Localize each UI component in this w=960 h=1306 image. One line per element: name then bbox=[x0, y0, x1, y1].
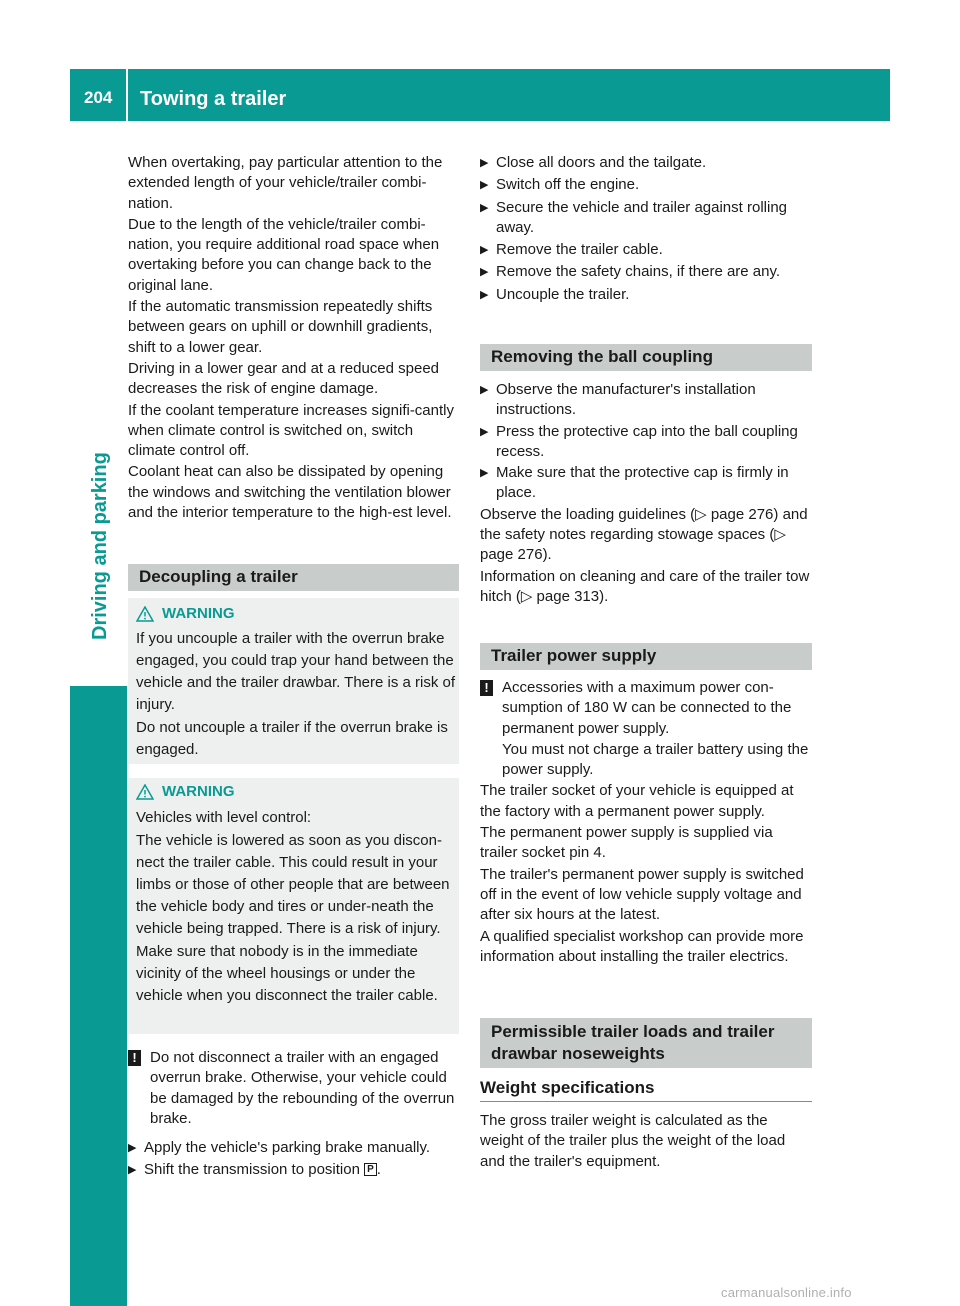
list-item bbox=[128, 1160, 459, 1180]
bullet-arrow-icon: ▶ bbox=[480, 384, 489, 396]
bullet-arrow-icon: ▶ bbox=[480, 266, 489, 279]
warning-box bbox=[128, 598, 459, 764]
exclamation-icon: ! bbox=[480, 680, 493, 696]
bullet-arrow-icon: ▶ bbox=[480, 201, 489, 214]
list-item-text: Make sure that the protective cap is firmly in place. bbox=[496, 464, 789, 502]
paragraph: The trailer's permanent power supply is switched off in the event of low vehicle supply voltage and after six hours at the latest. bbox=[480, 865, 804, 924]
gear-position-p-icon: P bbox=[364, 1163, 377, 1176]
decoupling-steps bbox=[480, 153, 812, 305]
subheading-rule bbox=[480, 1101, 812, 1102]
warning-text: Make sure that nobody is in the immediate vicinity of the wheel housings or under the vehicle when you disconnect the trailer cable. bbox=[136, 943, 438, 1004]
list-item-text: Apply the vehicle's parking brake manually. bbox=[144, 1139, 431, 1157]
warning-text: The vehicle is lowered as soon as you discon-nect the trailer cable. This could result in your limbs or those of other people that are between the vehicle body and tires or under-neath the vehicle being trapped. There is a risk of injury. bbox=[136, 832, 450, 937]
intro-text bbox=[128, 153, 459, 524]
bullet-arrow-icon: ▶ bbox=[480, 179, 489, 192]
bullet-arrow-icon: ▶ bbox=[480, 425, 489, 438]
note-text: Accessories with a maximum power con-sumption of 180 W can be connected to the permanent power supply. You must not charge a trailer battery using the power supply. bbox=[502, 679, 809, 779]
list-item bbox=[480, 175, 812, 195]
note bbox=[480, 678, 812, 781]
paragraph: The permanent power supply is supplied via trailer socket pin 4. bbox=[480, 824, 773, 862]
bullet-arrow-icon: ▶ bbox=[480, 288, 489, 301]
exclamation-icon: ! bbox=[128, 1050, 141, 1066]
list-item-text: Remove the trailer cable. bbox=[496, 241, 663, 259]
list-item-text: Close all doors and the tailgate. bbox=[496, 154, 707, 171]
warning-text: Vehicles with level control: bbox=[136, 809, 312, 826]
list-item-text: Switch off the engine. bbox=[496, 176, 640, 194]
warning-text: If you uncouple a trailer with the overrun brake engaged, you could trap your hand between the vehicle and the trailer drawbar. There is a risk of injury. bbox=[136, 630, 456, 713]
bullet-arrow-icon: ▶ bbox=[128, 1142, 137, 1155]
list-item bbox=[128, 1138, 459, 1158]
paragraph: Due to the length of the vehicle/trailer combi-nation, you require additional road space when overtaking before you can change back to the original lane. bbox=[128, 215, 440, 294]
list-item-text: Uncouple the trailer. bbox=[496, 285, 630, 303]
list-item bbox=[480, 153, 812, 173]
list-item-text: Secure the vehicle and trailer against rolling away. bbox=[496, 198, 787, 236]
paragraph: Information on cleaning and care of the trailer tow hitch (▷ page 313). bbox=[480, 567, 810, 605]
paragraph: Driving in a lower gear and at a reduced speed decreases the risk of engine damage. bbox=[128, 359, 440, 398]
list-item bbox=[480, 285, 812, 305]
subheading-weight-specs: Weight specifications bbox=[480, 1078, 655, 1097]
list-item bbox=[480, 262, 812, 282]
warning-label: WARNING bbox=[162, 783, 235, 800]
side-tab-label: Driving and parking bbox=[89, 452, 111, 640]
bullet-arrow-icon: ▶ bbox=[480, 244, 489, 257]
paragraph: If the automatic transmission repeatedly shifts between gears on uphill or downhill gradients, shift to a lower gear. bbox=[128, 298, 433, 356]
warning-title bbox=[136, 602, 459, 626]
ball-coupling-content bbox=[480, 380, 812, 608]
list-item-text: Shift the transmission to position P . bbox=[144, 1161, 381, 1179]
section-heading-trailer-loads: Permissible trailer loads and trailer drawbar noseweights bbox=[480, 1018, 812, 1068]
note bbox=[128, 1048, 459, 1129]
paragraph: When overtaking, pay particular attention to the extended length of your vehicle/trailer combi-nation. bbox=[128, 154, 443, 212]
list-item bbox=[480, 198, 812, 239]
warning-title bbox=[136, 780, 459, 804]
page-title: Towing a trailer bbox=[140, 88, 287, 110]
bullet-arrow-icon: ▶ bbox=[128, 1164, 137, 1177]
weight-text bbox=[480, 1111, 812, 1173]
list-item bbox=[480, 380, 812, 421]
warning-box bbox=[128, 778, 459, 1034]
paragraph: The trailer socket of your vehicle is equipped at the factory with a permanent power supply. bbox=[480, 782, 794, 820]
bullet-arrow-icon: ▶ bbox=[480, 157, 489, 169]
paragraph: The gross trailer weight is calculated as the weight of the trailer plus the weight of the load and the trailer's equipment. bbox=[480, 1112, 786, 1170]
power-supply-content bbox=[480, 678, 812, 968]
paragraph: Coolant heat can also be dissipated by opening the windows and switching the ventilation blower and the interior temperature to the high-est level. bbox=[128, 463, 452, 522]
list-item bbox=[480, 463, 812, 504]
warning-text: Do not uncouple a trailer if the overrun brake is engaged. bbox=[136, 719, 448, 758]
section-heading-power-supply: Trailer power supply bbox=[480, 643, 812, 670]
warning-triangle-icon bbox=[136, 606, 154, 622]
warning-triangle-icon bbox=[136, 784, 154, 800]
paragraph: Observe the loading guidelines (▷ page 276) and the safety notes regarding stowage spaces (▷ page 276). bbox=[480, 505, 808, 564]
list-item-text: Remove the safety chains, if there are any. bbox=[496, 263, 781, 281]
list-item-text: Press the protective cap into the ball coupling recess. bbox=[496, 422, 798, 460]
bullet-arrow-icon: ▶ bbox=[480, 467, 489, 480]
list-item bbox=[480, 240, 812, 260]
note-block bbox=[128, 1048, 459, 1181]
list-item-text: Observe the manufacturer's installation instructions. bbox=[496, 381, 756, 419]
section-heading-decoupling: Decoupling a trailer bbox=[128, 564, 459, 591]
page-number: 204 bbox=[84, 88, 113, 107]
watermark: carmanualsonline.info bbox=[721, 1285, 852, 1300]
header-divider bbox=[126, 69, 128, 121]
warning-label: WARNING bbox=[162, 605, 235, 622]
paragraph: If the coolant temperature increases signifi-cantly when climate control is switched on, switch climate control off. bbox=[128, 401, 454, 460]
paragraph: A qualified specialist workshop can provide more information about installing the trailer electrics. bbox=[480, 927, 804, 965]
list-item bbox=[480, 422, 812, 463]
note-text: Do not disconnect a trailer with an engaged overrun brake. Otherwise, your vehicle could be damaged by the rebounding of the overrun brake. bbox=[150, 1049, 455, 1127]
section-heading-ball-coupling: Removing the ball coupling bbox=[480, 344, 812, 371]
